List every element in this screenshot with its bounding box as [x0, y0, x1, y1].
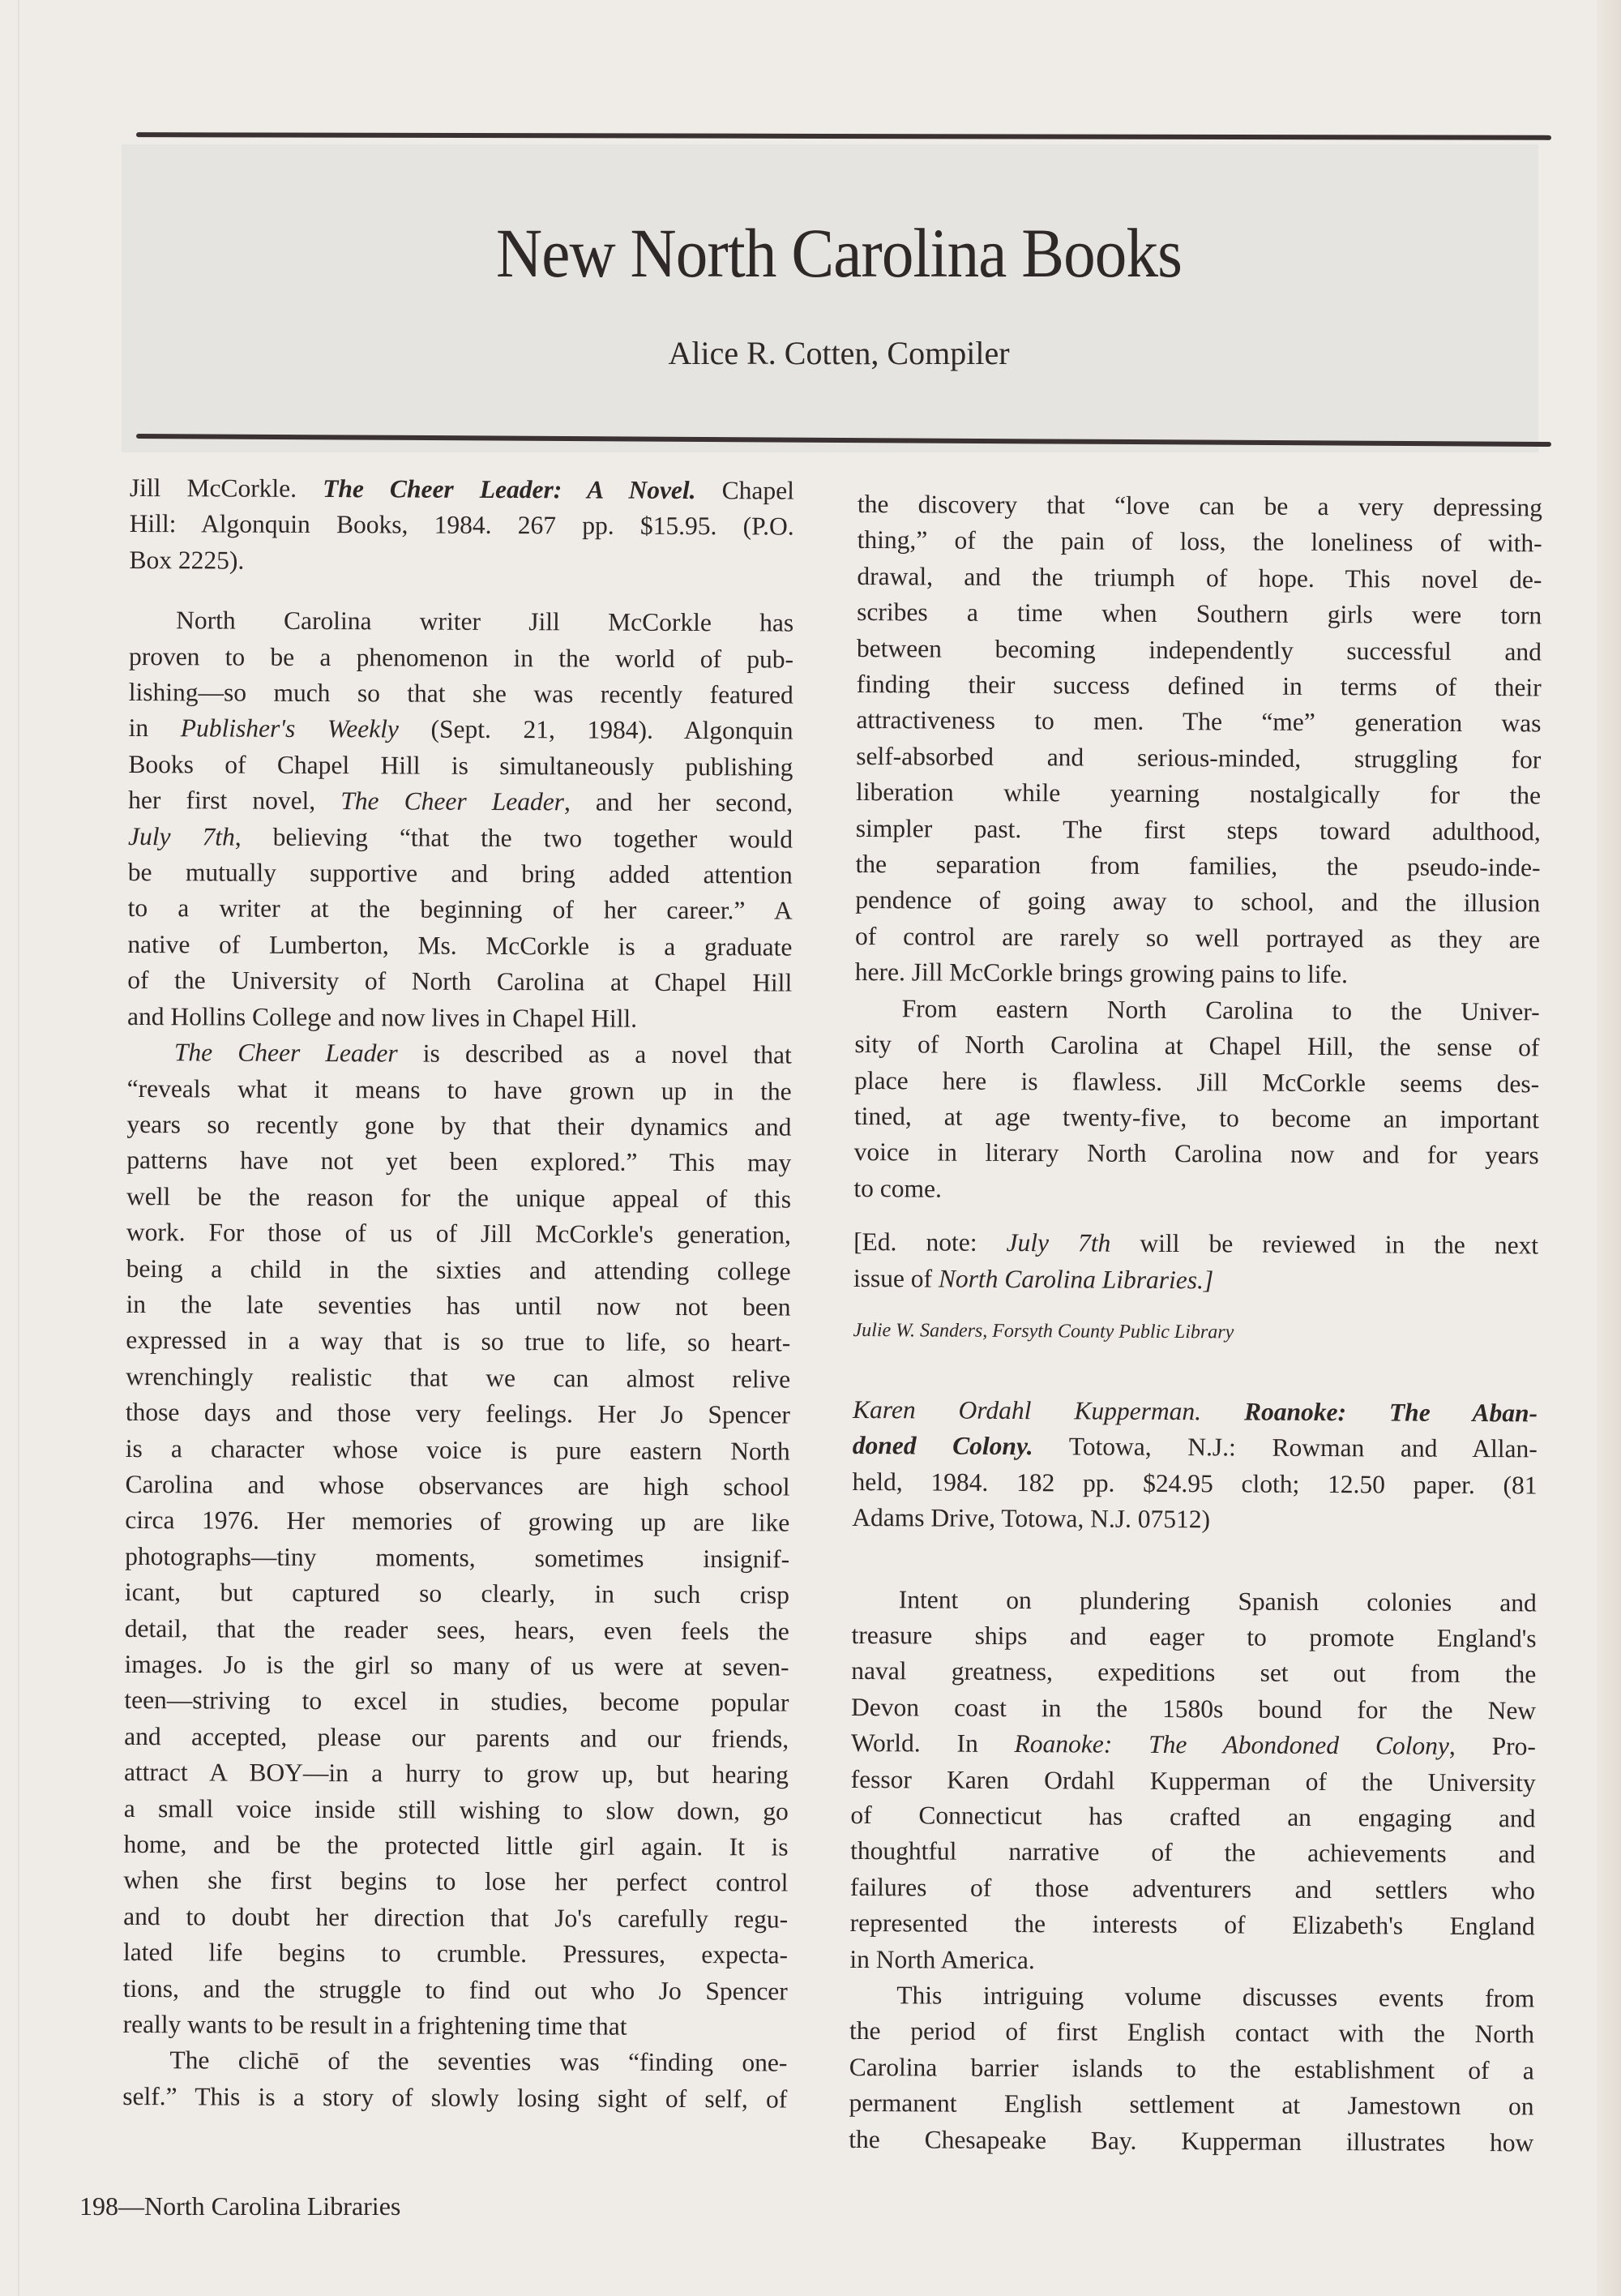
- page-footer: 198—North Carolina Libraries: [79, 2191, 401, 2221]
- review1-paragraph-3: The clichē of the seventies was “finding one- self.” This is a story of slowly losing sight of self, of: [122, 2045, 788, 2114]
- review1-paragraph-3-continued: the discovery that “love can be a very depressing thing,” of the pain of loss, the loneliness of with- drawal, and the triumph of hope. This novel de- scribes a time when Southern girls were torn between becoming independently successful and finding their success defined in terms of their attractiveness to men. The “me” generation was self-absorbed and serious-minded, struggling for liberation while yearning nostalgically for the simpler past. The first steps toward adulthood, the separation from families, the pseudo-inde- pendence of going away to school, and the illusion of control are rarely so well portrayed as they are here. Jill McCorkle brings growing pains to life.: [854, 489, 1542, 989]
- right-column: [849, 486, 1542, 2161]
- review1-paragraph-1: North Carolina writer Jill McCorkle has proven to be a phenomenon in the world of pub- lishing—so much so that she was recently featured in Publisher's Weekly (Sept. 21, 1984). Algonquin Books of Chapel Hill is simultaneously publishing her first novel, The Cheer Leader, and her second, July 7th, believing “that the two together would be mutually supportive and bring added attention to a writer at the beginning of her career.” A native of Lumberton, Ms. McCorkle is a graduate of the University of North Carolina at Chapel Hill and Hollins College and now lives in Chapel Hill.: [126, 606, 794, 1033]
- header-background: [122, 144, 1538, 452]
- review2-paragraph-1: Intent on plundering Spanish colonies and treasure ships and eager to promote England's naval greatness, expeditions set out from the Devon coast in the 1580s bound for the New World. In Roanoke: The Abondoned Colony, Pro- fessor Karen Ordahl Kupperman of the University of Connecticut has crafted an engaging and thoughtful narrative of the achievements and failures of those adventurers and settlers who represented the interests of Elizabeth's England in North America.: [849, 1584, 1537, 1974]
- review2-paragraph-2: This intriguing volume discusses events from the period of first English contact with the North Carolina barrier islands to the establishment of a permanent English settlement at Jamestown on the Chesapeake Bay. Kupperman illustrates how: [849, 1981, 1535, 2157]
- citation-author: Jill McCorkle.: [129, 473, 297, 503]
- review2-citation: Karen Ordahl Kupperman. Roanoke: The Aban- doned Colony. Totowa, N.J.: Rowman and Allan- held, 1984. 182 pp. $24.95 cloth; 12.50 paper. (81 Adams Drive, Totowa, N.J. 07512): [852, 1392, 1538, 1540]
- citation-publisher: Hill: Algonquin Books, 1984. 267 pp. $15.95. (P.O.: [129, 509, 794, 541]
- review1-paragraph-2: The Cheer Leader is described as a novel that “reveals what it means to have grown up in the years so recently gone by that their dynamics and patterns have not yet been explored.” This may well be the reason for the unique appeal of this work. For those of us of Jill McCorkle's generation, being a child in the sixties and attending college in the late seventies has until now not been expressed in a way that is so true to life, so heart- wrenchingly realistic that we can almost relive those days and those very feelings. Her Jo Spencer is a character whose voice is pure eastern North Carolina and whose observances are high school circa 1976. Her memories of growing up are like photographs—tiny moments, sometimes insignif- icant, but captured so clearly, in such crisp detail, that the reader sees, hears, even feels the images. Jo is the girl so many of us were at seven- teen—striving to excel in studies, become popular and accepted, please our parents and our friends, attract A BOY—in a hurry to grow up, but hearing a small voice inside still wishing to slow down, go home, and be the protected little girl again. It is when she first begins to lose her perfect control and to doubt her direction that Jo's carefully regu- lated life begins to crumble. Pressures, expecta- tions, and the struggle to find out who Jo Spencer really wants to be result in a frightening time that: [122, 1038, 792, 2041]
- publication-title: Publisher's Weekly: [180, 713, 399, 743]
- review1-paragraph-4: From eastern North Carolina to the Univer- sity of North Carolina at Chapel Hill, the sense of place here is flawless. Jill McCorkle seems des- tined, at age twenty-five, to become an important voice in literary North Carolina now and for years to come.: [853, 993, 1540, 1203]
- top-rule: [136, 132, 1551, 140]
- left-column: [122, 470, 794, 2118]
- citation-address: Box 2225).: [129, 545, 245, 575]
- book-title-reference: Roanoke: The Abondoned Colony: [1014, 1729, 1450, 1761]
- journal-title: North Carolina Libraries.]: [938, 1264, 1214, 1294]
- page-title: New North Carolina Books: [496, 214, 1182, 292]
- citation-book-title: The Cheer Leader: A Novel.: [323, 474, 696, 505]
- editor-note: [Ed. note: July 7th will be reviewed in the next issue of North Carolina Libraries.]: [853, 1227, 1539, 1294]
- citation-address: Adams Drive, Totowa, N.J. 07512): [852, 1503, 1211, 1534]
- reviewer-signature: Julie W. Sanders, Forsyth County Public Library: [853, 1319, 1234, 1343]
- citation-book-title: Roanoke: The Aban-: [1243, 1397, 1538, 1428]
- compiler-byline: Alice R. Cotten, Compiler: [668, 335, 1010, 371]
- citation-author: Karen Ordahl Kupperman.: [852, 1394, 1202, 1426]
- review1-citation: Jill McCorkle. The Cheer Leader: A Novel. Chapel Hill: Algonquin Books, 1984. 267 pp. $15.95. (P.O. Box 2225).: [129, 470, 794, 581]
- citation-publisher: held, 1984. 182 pp. $24.95 cloth; 12.50 paper. (81: [852, 1467, 1538, 1500]
